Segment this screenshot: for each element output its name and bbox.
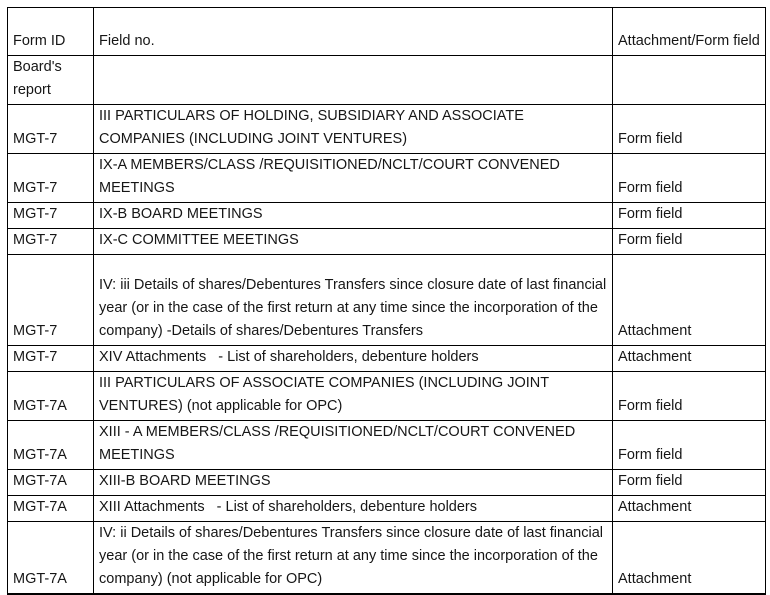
attachment-type-cell: Form field [613, 372, 766, 421]
form-id-cell: MGT-7 [8, 203, 94, 229]
header-row [8, 8, 766, 56]
form-id-cell: MGT-7A [8, 470, 94, 496]
form-id-cell: Board's report [8, 56, 94, 105]
field-no-cell: XIII - A MEMBERS/CLASS /REQUISITIONED/NCLT/COURT CONVENED MEETINGS [94, 421, 613, 470]
attachment-type-cell: Attachment [613, 346, 766, 372]
header-form-id: Form ID [8, 8, 94, 56]
form-id-cell: MGT-7 [8, 346, 94, 372]
attachment-type-cell: Form field [613, 105, 766, 154]
field-no-cell [94, 56, 613, 105]
table-row [8, 421, 766, 470]
field-no-cell: III PARTICULARS OF HOLDING, SUBSIDIARY AND ASSOCIATE COMPANIES (INCLUDING JOINT VENTURES) [94, 105, 613, 154]
field-no-cell: IX-A MEMBERS/CLASS /REQUISITIONED/NCLT/COURT CONVENED MEETINGS [94, 154, 613, 203]
form-id-cell: MGT-7A [8, 372, 94, 421]
mgt-form-fields-table [7, 7, 766, 595]
form-id-cell: MGT-7 [8, 105, 94, 154]
field-no-cell: IX-C COMMITTEE MEETINGS [94, 229, 613, 255]
form-id-cell: MGT-7A [8, 522, 94, 595]
field-no-cell: III PARTICULARS OF ASSOCIATE COMPANIES (INCLUDING JOINT VENTURES) (not applicable for OPC) [94, 372, 613, 421]
table-row [8, 372, 766, 421]
attachment-type-cell: Form field [613, 421, 766, 470]
table-row [8, 105, 766, 154]
field-no-cell: XIV Attachments - List of shareholders, debenture holders [94, 346, 613, 372]
attachment-type-cell: Attachment [613, 255, 766, 346]
table-row [8, 154, 766, 203]
field-no-cell: IX-B BOARD MEETINGS [94, 203, 613, 229]
table-row [8, 229, 766, 255]
form-id-cell: MGT-7 [8, 255, 94, 346]
table-row [8, 496, 766, 522]
table-row [8, 203, 766, 229]
attachment-type-cell: Form field [613, 470, 766, 496]
field-no-cell: XIII Attachments - List of shareholders, debenture holders [94, 496, 613, 522]
form-id-cell: MGT-7A [8, 496, 94, 522]
table-row [8, 346, 766, 372]
table-row [8, 255, 766, 346]
attachment-type-cell: Form field [613, 229, 766, 255]
form-id-cell: MGT-7A [8, 421, 94, 470]
header-type: Attachment/Form field [613, 8, 766, 56]
field-no-cell: IV: iii Details of shares/Debentures Transfers since closure date of last financial year (or in the case of the first return at any time since the incorporation of the company) -Details of shares/Debentures Transfers [94, 255, 613, 346]
table-row [8, 522, 766, 595]
table-row [8, 56, 766, 105]
field-no-cell: IV: ii Details of shares/Debentures Transfers since closure date of last financial year (or in the case of the first return at any time since the incorporation of the company) (not applicable for OPC) [94, 522, 613, 595]
header-field-no: Field no. [94, 8, 613, 56]
attachment-type-cell: Form field [613, 154, 766, 203]
form-id-cell: MGT-7 [8, 229, 94, 255]
attachment-type-cell: Form field [613, 203, 766, 229]
field-no-cell: XIII-B BOARD MEETINGS [94, 470, 613, 496]
attachment-type-cell [613, 56, 766, 105]
attachment-type-cell: Attachment [613, 496, 766, 522]
attachment-type-cell: Attachment [613, 522, 766, 595]
table-row [8, 470, 766, 496]
form-id-cell: MGT-7 [8, 154, 94, 203]
